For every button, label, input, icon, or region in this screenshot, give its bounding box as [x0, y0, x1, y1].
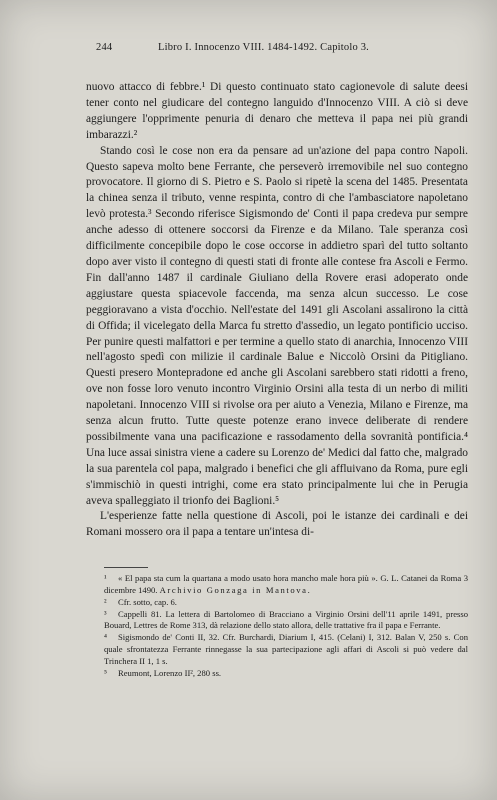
footnote-archive: Archivio Gonzaga in Mantova. [159, 584, 312, 595]
footnote-text: Cfr. sotto, cap. 6. [118, 596, 177, 607]
main-text [86, 80, 468, 541]
footnote [104, 609, 468, 632]
footnote-text: Reumont, Lorenzo II², 280 ss. [118, 667, 222, 678]
paragraph: L'esperienze fatte nella questione di Ascoli, poi le istanze dei cardinali e dei Romani mossero ora il papa a tentare un'intesa di- [86, 510, 468, 539]
footnote-number: ² [104, 596, 107, 607]
footnote-text: « El papa sta cum la quartana a modo usato hora mancho male hora più ». G. L. Catanei da Roma 3 dicembre 1490. [104, 573, 468, 595]
footnote [104, 573, 468, 596]
footnotes [104, 573, 468, 680]
paragraph: nuovo attacco di febbre.¹ Di questo continuato stato cagionevole di salute deesi tener conto nel giudicare del contegno languido d'Innocenzo VIII. A ciò si deve aggiungere l'opprimente penuria di denaro che metteva il papa nei più grandi imbarazzi.² [86, 81, 468, 141]
footnote-divider [104, 567, 148, 568]
footnote [104, 668, 468, 680]
footnote-number: ³ [104, 608, 107, 619]
page-number: 244 [96, 42, 113, 53]
footnote-number: ⁵ [104, 667, 107, 678]
footnote [104, 632, 468, 667]
paragraph: Stando così le cose non era da pensare ad un'azione del papa contro Napoli. Questo sapeva molto bene Ferrante, che perseverò irremovibile nel suo contegno provocatore. Il giorno di S. Pietro e S. Paolo si ripetè la scena del 1485. Presentata la chinea senza il tributo, venne respinta, contro di che l'ambasciatore napoletano levò protesta.³ Secondo riferisce Sigismondo de' Conti il papa credeva pur sempre anche adesso di ottenere soccorsi da Firenze e da Milano. Tale speranza così difficilmente concepibile dopo le cose occorse in addietro sparì del tutto soltanto dopo aver visto il contegno di questi stati di fronte alle contese fra Ascoli e Fermo. Fin dall'anno 1487 il cardinale Giuliano della Rovere erasi adoperato onde aggiustare questa spiacevole faccenda, ma senza alcun successo. Le cose peggioravano a vista d'occhio. Nell'estate del 1491 gli Ascolani assalirono la città di Offida; il vicelegato della Marca fu stretto d'assedio, un legato pontificio ucciso. Per punire questi malfattori e per termine a quello stato di anarchia, Innocenzo VIII nell'agosto spedì con milizie il cardinale Balue e Niccolò Orsini da Pitigliano. Questi presero Montepradone ed anche gli Ascolani sarebbero stati ridotti a freno, ove non fosse loro venuto incontro Virginio Orsini alla testa di un nerbo di militi napoletani. Innocenzo VIII si rivolse ora per aiuto a Venezia, Milano e Firenze, ma senza alcun frutto. Tutte queste potenze erano invece deliberate di rendere possibilmente vana una pacificazione e rassodamento della sovranità pontificia.⁴ Una luce assai sinistra viene a cadere su Lorenzo de' Medici dal fatto che, malgrado la sua parentela col papa, malgrado i benefici che gli affluivano da Roma, pure egli s'immischiò in questi intrighi, come era stato principalmente lui che in Perugia aveva spalleggiato il trionfo dei Baglioni.⁵ [86, 144, 468, 507]
footnote-number: ¹ [104, 573, 107, 583]
footnote [104, 597, 468, 609]
footnote-text: Cappelli 81. La lettera di Bartolomeo di Bracciano a Virginio Orsini dell'11 aprile 1491, presso Bouard, Lettres de Rome 313, dà relazione dello stato allora, delle trattative fra il papa e Ferrante. [104, 608, 468, 631]
running-title: Libro I. Innocenzo VIII. 1484-1492. Capitolo 3. [158, 42, 369, 53]
footnote-number: ⁴ [104, 632, 107, 643]
footnote-text: Sigismondo de' Conti II, 32. Cfr. Burchardi, Diarium I, 415. (Celani) I, 312. Balan V, 250 s. Con quale sfrontatezza Ferrante rinnegasse la sua partecipazione agli affari di Ascoli si può vedere dal Trinchera II 1, 1 s. [104, 632, 468, 666]
